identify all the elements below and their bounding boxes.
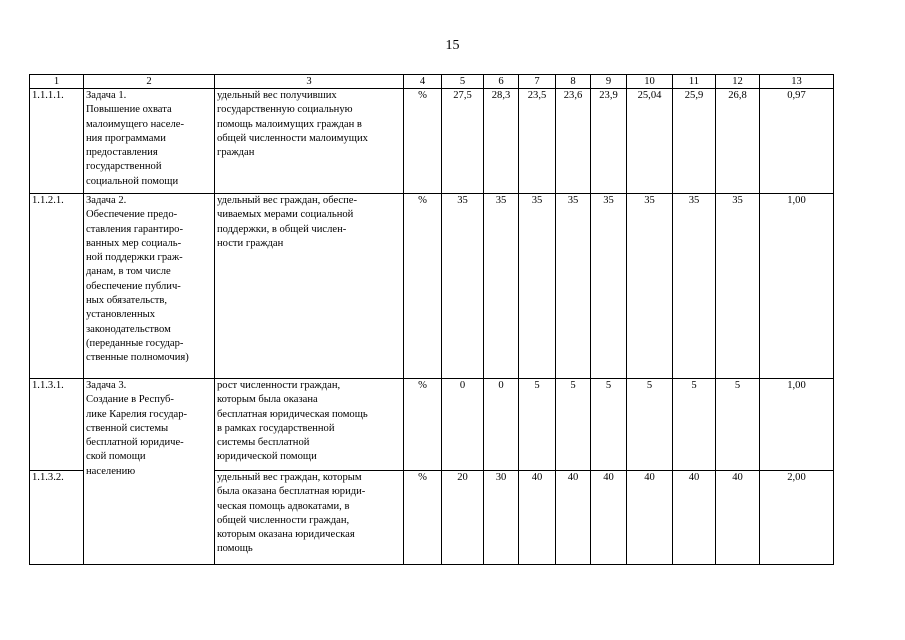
value-cell: 0 bbox=[484, 379, 519, 471]
indicator-cell: удельный вес граждан, обеспе- чиваемых мерами социальной поддержки, в общей числен- ности граждан bbox=[215, 194, 404, 379]
value-cell: 5 bbox=[556, 379, 591, 471]
value-cell: 40 bbox=[673, 471, 716, 565]
column-header: 5 bbox=[442, 75, 484, 89]
column-header: 6 bbox=[484, 75, 519, 89]
value-cell: 35 bbox=[556, 194, 591, 379]
row-code: 1.1.2.1. bbox=[30, 194, 84, 379]
value-cell: 1,00 bbox=[760, 194, 834, 379]
value-cell: 5 bbox=[673, 379, 716, 471]
column-header: 13 bbox=[760, 75, 834, 89]
value-cell: 35 bbox=[591, 194, 627, 379]
unit-cell: % bbox=[404, 89, 442, 194]
indicator-table bbox=[29, 74, 834, 565]
value-cell: 5 bbox=[591, 379, 627, 471]
value-cell: 1,00 bbox=[760, 379, 834, 471]
value-cell: 2,00 bbox=[760, 471, 834, 565]
column-header: 8 bbox=[556, 75, 591, 89]
value-cell: 0,97 bbox=[760, 89, 834, 194]
value-cell: 25,9 bbox=[673, 89, 716, 194]
value-cell: 0 bbox=[442, 379, 484, 471]
row-code: 1.1.1.1. bbox=[30, 89, 84, 194]
value-cell: 40 bbox=[716, 471, 760, 565]
row-code: 1.1.3.2. bbox=[30, 471, 84, 565]
column-header: 7 bbox=[519, 75, 556, 89]
value-cell: 25,04 bbox=[627, 89, 673, 194]
indicator-cell: удельный вес граждан, которым была оказана бесплатная юриди- ческая помощь адвокатами, в общей численности граждан, которым оказана юридическая помощь bbox=[215, 471, 404, 565]
column-header: 9 bbox=[591, 75, 627, 89]
value-cell: 40 bbox=[627, 471, 673, 565]
unit-cell: % bbox=[404, 379, 442, 471]
column-header: 3 bbox=[215, 75, 404, 89]
indicator-cell: рост численности граждан, которым была оказана бесплатная юридическая помощь в рамках государственной системы бесплатной юридической помощи bbox=[215, 379, 404, 471]
value-cell: 30 bbox=[484, 471, 519, 565]
value-cell: 5 bbox=[627, 379, 673, 471]
value-cell: 5 bbox=[716, 379, 760, 471]
table-row bbox=[30, 379, 834, 471]
value-cell: 40 bbox=[591, 471, 627, 565]
task-cell: Задача 2. Обеспечение предо- ставления гарантиро- ванных мер социаль- ной поддержки граж- данам, в том числе обеспечение публич- ных обязательств, установленных законодательством (переданные государ- ственные полномочия) bbox=[84, 194, 215, 379]
value-cell: 40 bbox=[519, 471, 556, 565]
column-header: 2 bbox=[84, 75, 215, 89]
row-code: 1.1.3.1. bbox=[30, 379, 84, 471]
column-header: 1 bbox=[30, 75, 84, 89]
value-cell: 35 bbox=[484, 194, 519, 379]
table-row bbox=[30, 194, 834, 379]
value-cell: 28,3 bbox=[484, 89, 519, 194]
value-cell: 35 bbox=[519, 194, 556, 379]
value-cell: 23,5 bbox=[519, 89, 556, 194]
column-header: 4 bbox=[404, 75, 442, 89]
column-header: 12 bbox=[716, 75, 760, 89]
task-cell: Задача 1. Повышение охвата малоимущего населе- ния программами предоставления государственной социальной помощи bbox=[84, 89, 215, 194]
page-number: 15 bbox=[445, 38, 460, 53]
column-header: 10 bbox=[627, 75, 673, 89]
value-cell: 5 bbox=[519, 379, 556, 471]
value-cell: 26,8 bbox=[716, 89, 760, 194]
value-cell: 27,5 bbox=[442, 89, 484, 194]
value-cell: 23,6 bbox=[556, 89, 591, 194]
value-cell: 23,9 bbox=[591, 89, 627, 194]
unit-cell: % bbox=[404, 471, 442, 565]
header-row bbox=[30, 75, 834, 89]
indicator-cell: удельный вес получивших государственную социальную помощь малоимущих граждан в общей численности малоимущих граждан bbox=[215, 89, 404, 194]
task-cell: Задача 3. Создание в Респуб- лике Карелия государ- ственной системы бесплатной юридиче- ской помощи населению bbox=[84, 379, 215, 565]
table-row bbox=[30, 89, 834, 194]
column-header: 11 bbox=[673, 75, 716, 89]
value-cell: 35 bbox=[673, 194, 716, 379]
value-cell: 35 bbox=[716, 194, 760, 379]
value-cell: 35 bbox=[442, 194, 484, 379]
value-cell: 35 bbox=[627, 194, 673, 379]
value-cell: 40 bbox=[556, 471, 591, 565]
value-cell: 20 bbox=[442, 471, 484, 565]
unit-cell: % bbox=[404, 194, 442, 379]
